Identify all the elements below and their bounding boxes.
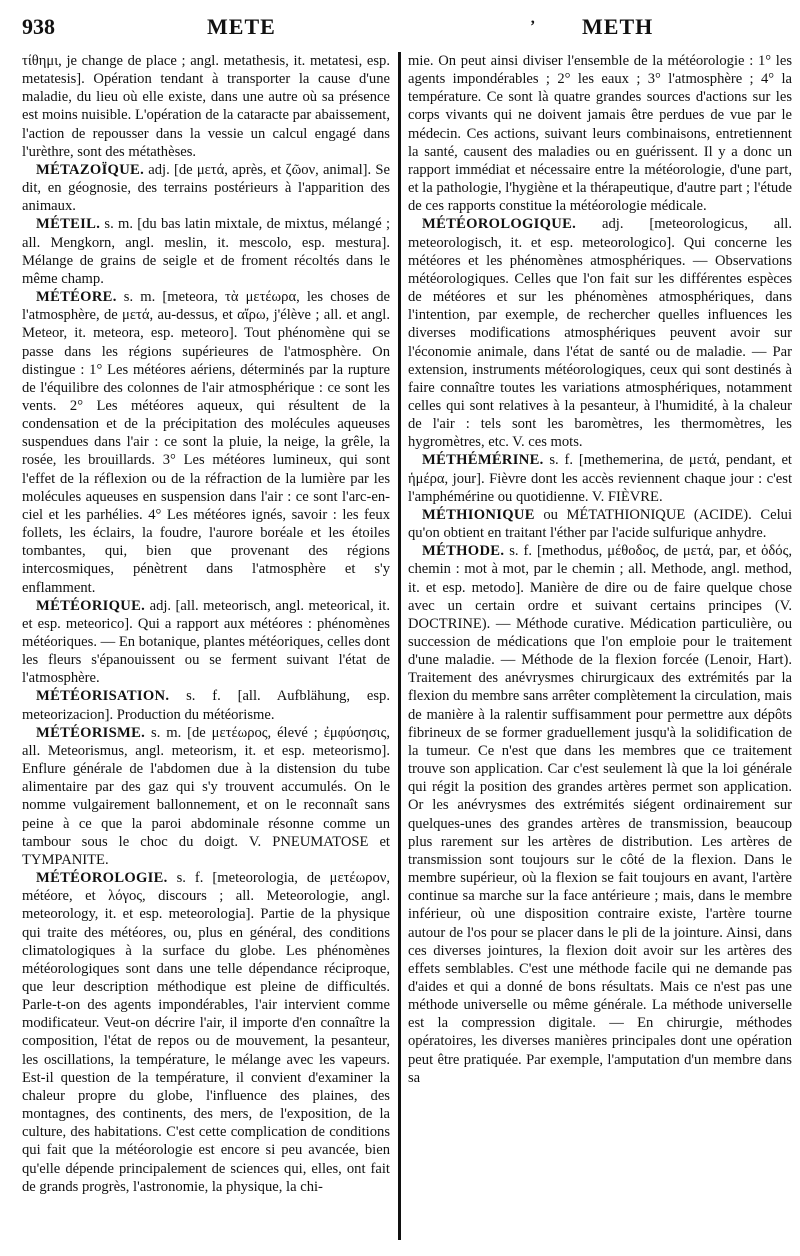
entry-meteil: MÉTEIL. s. m. [du bas latin mixtale, de mixtus, mélangé ; all. Mengkorn, angl. meslin, it. mescolo, esp. mestura]. Mélange de grains de seigle et de froment récoltés dans le même champ. <box>22 216 390 287</box>
running-head-left: METE <box>207 14 276 39</box>
page-number: 938 <box>22 14 55 39</box>
column-divider <box>398 52 401 1240</box>
headword: MÉTEIL. <box>36 216 101 233</box>
entry-meteorisation: MÉTÉORISATION. s. f. [all. Aufblähung, esp. meteorizacion]. Production du météorisme. <box>22 688 390 723</box>
running-head-right: METH <box>582 14 654 39</box>
right-column <box>408 52 792 1248</box>
headword: MÉTAZOÏQUE. <box>36 161 145 178</box>
headword: MÉTÉOROLOGIQUE. <box>422 216 577 233</box>
entry-continuation: mie. On peut ainsi diviser l'ensemble de la météorologie : 1° les agents impondérables ; 2° les eaux ; 3° l'atmosphère ; 4° la température. Ce sont là quatre grandes sources d'actions sur les corps vivants qui ne doivent jamais être perdues de vue par le médecin. Ces actions, suivant leurs combinaisons, entretiennent la santé, causent des maladies ou en guérissent. Il y a donc un rapport immédiat et nécessaire entre la météorologie, d'une part, et la pathologie, l'hygiène et la thérapeutique, d'autre part ; l'étude de ces rapports constitue la météorologie médicale. <box>408 53 792 215</box>
page-header <box>22 14 788 54</box>
left-column <box>22 52 390 1248</box>
entry-meteore: MÉTÉORE. s. m. [meteora, τὰ μετέωρα, les choses de l'atmosphère, de μετά, au-dessus, et αἴρω, j'élève ; all. et angl. Meteor, it. meteora, esp. meteoro]. Tout phénomène qui se passe dans les régions supérieures de l'atmosphère. On distingue : 1° Les météores aériens, déterminés par la rupture de l'équilibre des colonnes de l'air atmosphérique : ce sont les vents. 2° Les météores aqueux, qui résultent de la condensation et de la précipitation des molécules aqueuses suspendues dans l'air : ce sont la pluie, la neige, la grêle, la rosée, les brouillards. 3° Les météores lumineux, qui sont l'effet de la réflexion ou de la réfraction de la lumière par les molécules aqueuses en suspension dans l'air : ce sont l'arc-en-ciel et les parhélies. 4° Les météores ignés, savoir : les feux follets, les éclairs, la foudre, l'aurore boréale et les étoiles tombantes, qui, bien que provenant des régions intercosmiques, pénètrent dans l'atmosphère et s'y enflamment. <box>22 289 390 596</box>
entry-methemerine: MÉTHÉMÉRINE. s. f. [methemerina, de μετά, pendant, et ἡμέρα, jour]. Fièvre dont les accès reviennent chaque jour : c'est l'amphémérine ou quotidienne. V. FIÈVRE. <box>408 452 792 505</box>
headword: MÉTÉORISME. <box>36 724 146 741</box>
entry-meteorologie: MÉTÉOROLOGIE. s. f. [meteorologia, de μετέωρον, météore, et λόγος, discours ; all. Meteorologie, angl. meteorology, it. et esp. meteorologia]. Partie de la physique qui traite des météores, ou, plus en général, des conditions climatologiques à la surface du globe. Les phénomènes météorologiques sont dans une telle dépendance réciproque, que leur description méthodique est pleine de difficultés. Parle-t-on des agents impondérables, l'air intervient comme modificateur. Veut-on décrire l'air, il importe d'en connaître la composition, l'état de repos ou de mouvement, la pesanteur, les oscillations, la température, le mélange avec les vapeurs. Est-il question de la température, il convient d'examiner la chaleur propre du globe, l'influence des plaines, des montagnes, des continents, des mers, de l'exposition, de la culture, des habitations. C'est cette complication de conditions qui fait que la météorologie est encore si peu avancée, bien qu'elle dépende principalement de sciences qui, elles, ont fait de grands progrès, l'astronomie, la physique, la chi- <box>22 870 390 1195</box>
entry-meteorologique: MÉTÉOROLOGIQUE. adj. [meteorologicus, all. meteorologisch, it. et esp. meteorologico]. Qui concerne les météores et les phénomènes atmosphériques. — Observations météorologiques. Celles que l'on fait sur les différentes espèces de météores et sur les phénomènes atmosphériques, dans l'intention, par exemple, de rechercher quelles influences les diverses modifications atmosphériques peuvent avoir sur l'économie animale, dans l'état de santé ou de maladie. — Par extension, instruments météorologiques, ceux qui sont destinés à faire connaître toutes les variations atmosphériques, notamment celles qui sont relatives à la pesanteur, à l'humidité, à la chaleur de l'air : tels sont les baromètres, les thermomètres, les hygromètres, etc. V. ces mots. <box>408 216 792 451</box>
entry-methionique: MÉTHIONIQUE ou MÉTATHIONIQUE (ACIDE). Celui qu'on obtient en traitant l'éther par l'acide sulfurique anhydre. <box>408 506 792 542</box>
headword: MÉTHIONIQUE <box>422 506 535 523</box>
entry-meteorisme: MÉTÉORISME. s. m. [de μετέωρος, élevé ; ἐμφύσησις, all. Meteorismus, angl. meteorism, it. et esp. meteorismo]. Enflure générale de l'abdomen due à la distension du tube alimentaire par des gaz qui s'y trouvent accumulés. On le nomme vulgairement ballonnement, et on le reconnaît sans peine à ce que la paroi abdominale résonne comme un tambour sous le choc du doigt. V. PNEUMATOSE et TYMPANITE. <box>22 724 390 868</box>
headword: MÉTÉORISATION. <box>36 688 170 705</box>
entry-continuation: τίθημι, je change de place ; angl. metathesis, it. metatesi, esp. metatesis]. Opération tendant à transporter la cause d'une maladie, du lieu où elle existe, dans une autre où sa présence est moins nuisible. L'opération de la cataracte par abaissement, l'action de repousser dans la vessie un calcul engagé dans l'urèthre, sont des métathèses. <box>22 53 390 160</box>
entry-metazoique: MÉTAZOÏQUE. adj. [de μετά, après, et ζῶον, animal]. Se dit, en géognosie, des terrains postérieurs à l'apparition des animaux. <box>22 161 390 215</box>
headword: MÉTHÉMÉRINE. <box>422 452 544 469</box>
entry-methode: MÉTHODE. s. f. [methodus, μέθοδος, de μετά, par, et ὁδός, chemin : mot à mot, par le chemin ; all. Methode, angl. method, it. et esp. metodo]. Manière de dire ou de faire quelque chose avec un certain ordre et suivant certains principes (V. DOCTRINE). — Méthode curative. Médication particulière, ou succession de médications que l'on emploie pour le traitement d'une maladie. — Méthode de la flexion forcée (Lenoir, Hart). Traitement des anévrysmes chirurgicaux des extrémités par la flexion du membre sans arrêter complètement la circulation, mais de manière à la ralentir suffisamment pour permettre aux dépôts fibrineux de se former graduellement jusqu'à la solidification de la tumeur. Ce n'est que dans les membres que ce traitement trouve son application. Car c'est seulement là que la loi générale qui régit la position des grandes artères permet son application. Or les anévrysmes des extrémités siégent ordinairement sur quelques-unes des grandes artères de transmission, beaucoup plus rarement sur les artères de distribution. Les artères de transmission sont toujours sur le côté de la flexion. Dans le membre supérieur, où la flexion se fait toujours en avant, l'artère continue sa marche sur la face antérieure ; mais, dans le membre inférieur, où une disposition contraire existe, l'artère tourne autour de l'os pour se placer dans le pli de la jointure. Ainsi, dans ces diverses jointures, la flexion doit avoir sur les artères des effets semblables. C'est une méthode facile qui ne demande pas d'aides et qui a donné de bons résultats. Mais ce n'est pas une méthode universelle ou même générale. La méthode universelle est la compression digitale. — En chirurgie, méthodes opératoires, les diverses manières principales dont une opération peut être pratiquée. Par exemple, l'amputation d'un membre dans sa <box>408 543 792 1086</box>
running-head-mark: ’ <box>530 18 536 35</box>
headword: MÉTÉOROLOGIE. <box>36 870 168 887</box>
headword: MÉTÉORE. <box>36 289 117 306</box>
entry-meteorique: MÉTÉORIQUE. adj. [all. meteorisch, angl. meteorical, it. et esp. meteorico]. Qui a rapport aux météores : phénomènes météoriques. — En botanique, plantes météoriques, celles dont les fleurs s'épanouissent ou se ferment suivant l'état de l'atmosphère. <box>22 597 390 687</box>
headword: MÉTHODE. <box>422 543 505 560</box>
headword: MÉTÉORIQUE. <box>36 597 146 614</box>
